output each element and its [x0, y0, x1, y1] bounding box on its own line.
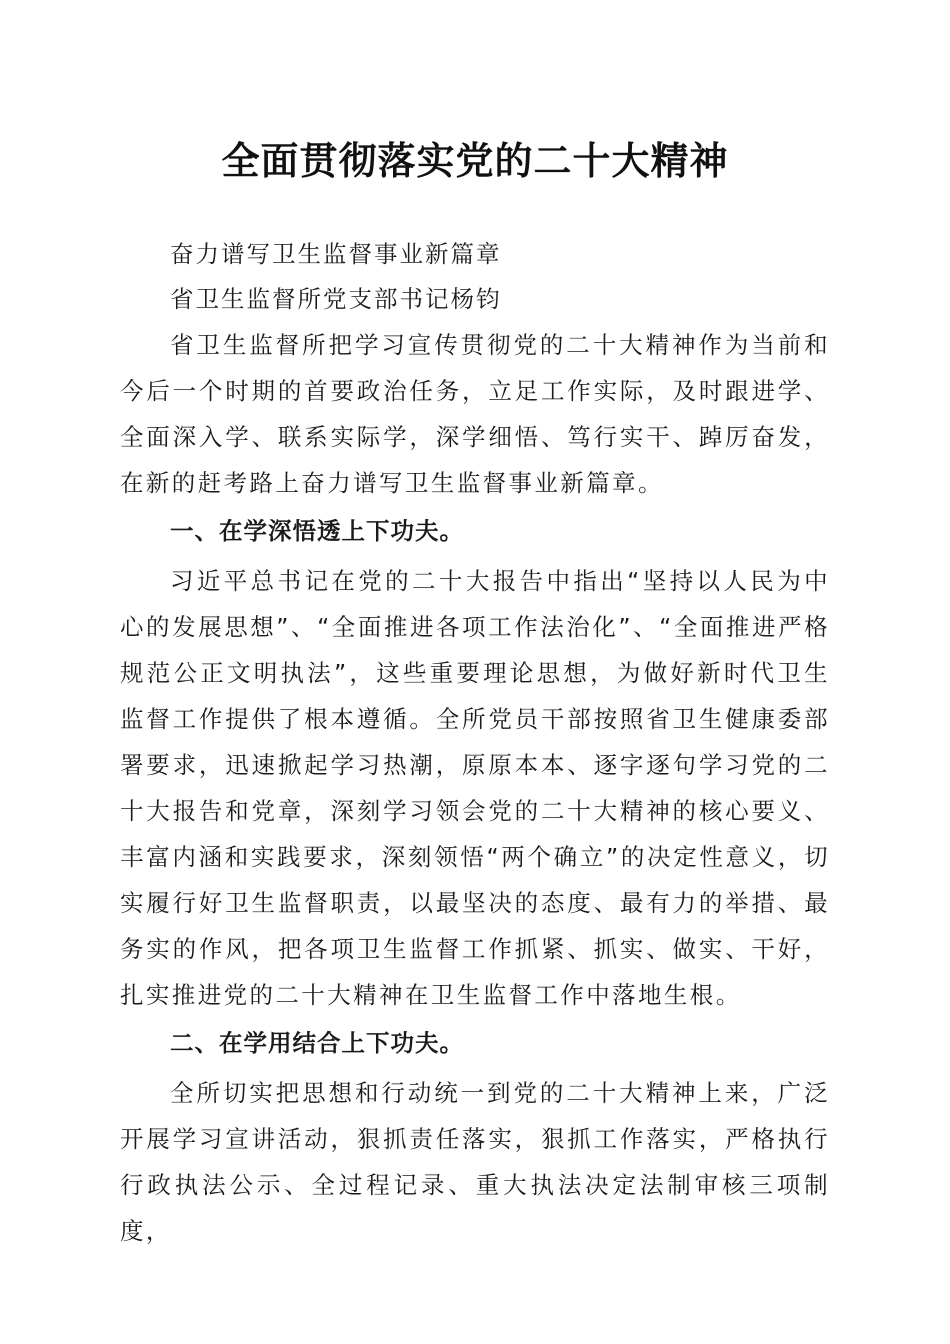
section-2-heading: 二、在学用结合上下功夫。	[170, 1029, 464, 1057]
intro-paragraph: 省卫生监督所把学习宣传贯彻党的二十大精神作为当前和今后一个时期的首要政治任务，立足工作实际，及时跟进学、全面深入学、联系实际学，深学细悟、笃行实干、踔厉奋发，在新的赶考路上奋力谱写卫生监督事业新篇章。	[120, 331, 830, 497]
document-author: 省卫生监督所党支部书记杨钧	[170, 285, 502, 313]
section-1-heading: 一、在学深悟透上下功夫。	[170, 517, 464, 545]
section-2-paragraph: 全所切实把思想和行动统一到党的二十大精神上来，广泛开展学习宣讲活动，狠抓责任落实，狠抓工作落实，严格执行行政执法公示、全过程记录、重大执法决定法制审核三项制度，	[120, 1079, 830, 1245]
document-body	[120, 232, 830, 1254]
document-title: 全面贯彻落实党的二十大精神	[221, 138, 729, 183]
section-1-paragraph: 习近平总书记在党的二十大报告中指出“坚持以人民为中心的发展思想”、“全面推进各项工作法治化”、“全面推进严格规范公正文明执法”，这些重要理论思想，为做好新时代卫生监督工作提供了根本遵循。全所党员干部按照省卫生健康委部署要求，迅速掀起学习热潮，原原本本、逐字逐句学习党的二十大报告和党章，深刻学习领会党的二十大精神的核心要义、丰富内涵和实践要求，深刻领悟“两个确立”的决定性意义，切实履行好卫生监督职责，以最坚决的态度、最有力的举措、最务实的作风，把各项卫生监督工作抓紧、抓实、做实、干好，扎实推进党的二十大精神在卫生监督工作中落地生根。	[120, 567, 830, 1009]
document-subtitle: 奋力谱写卫生监督事业新篇章	[170, 240, 502, 268]
